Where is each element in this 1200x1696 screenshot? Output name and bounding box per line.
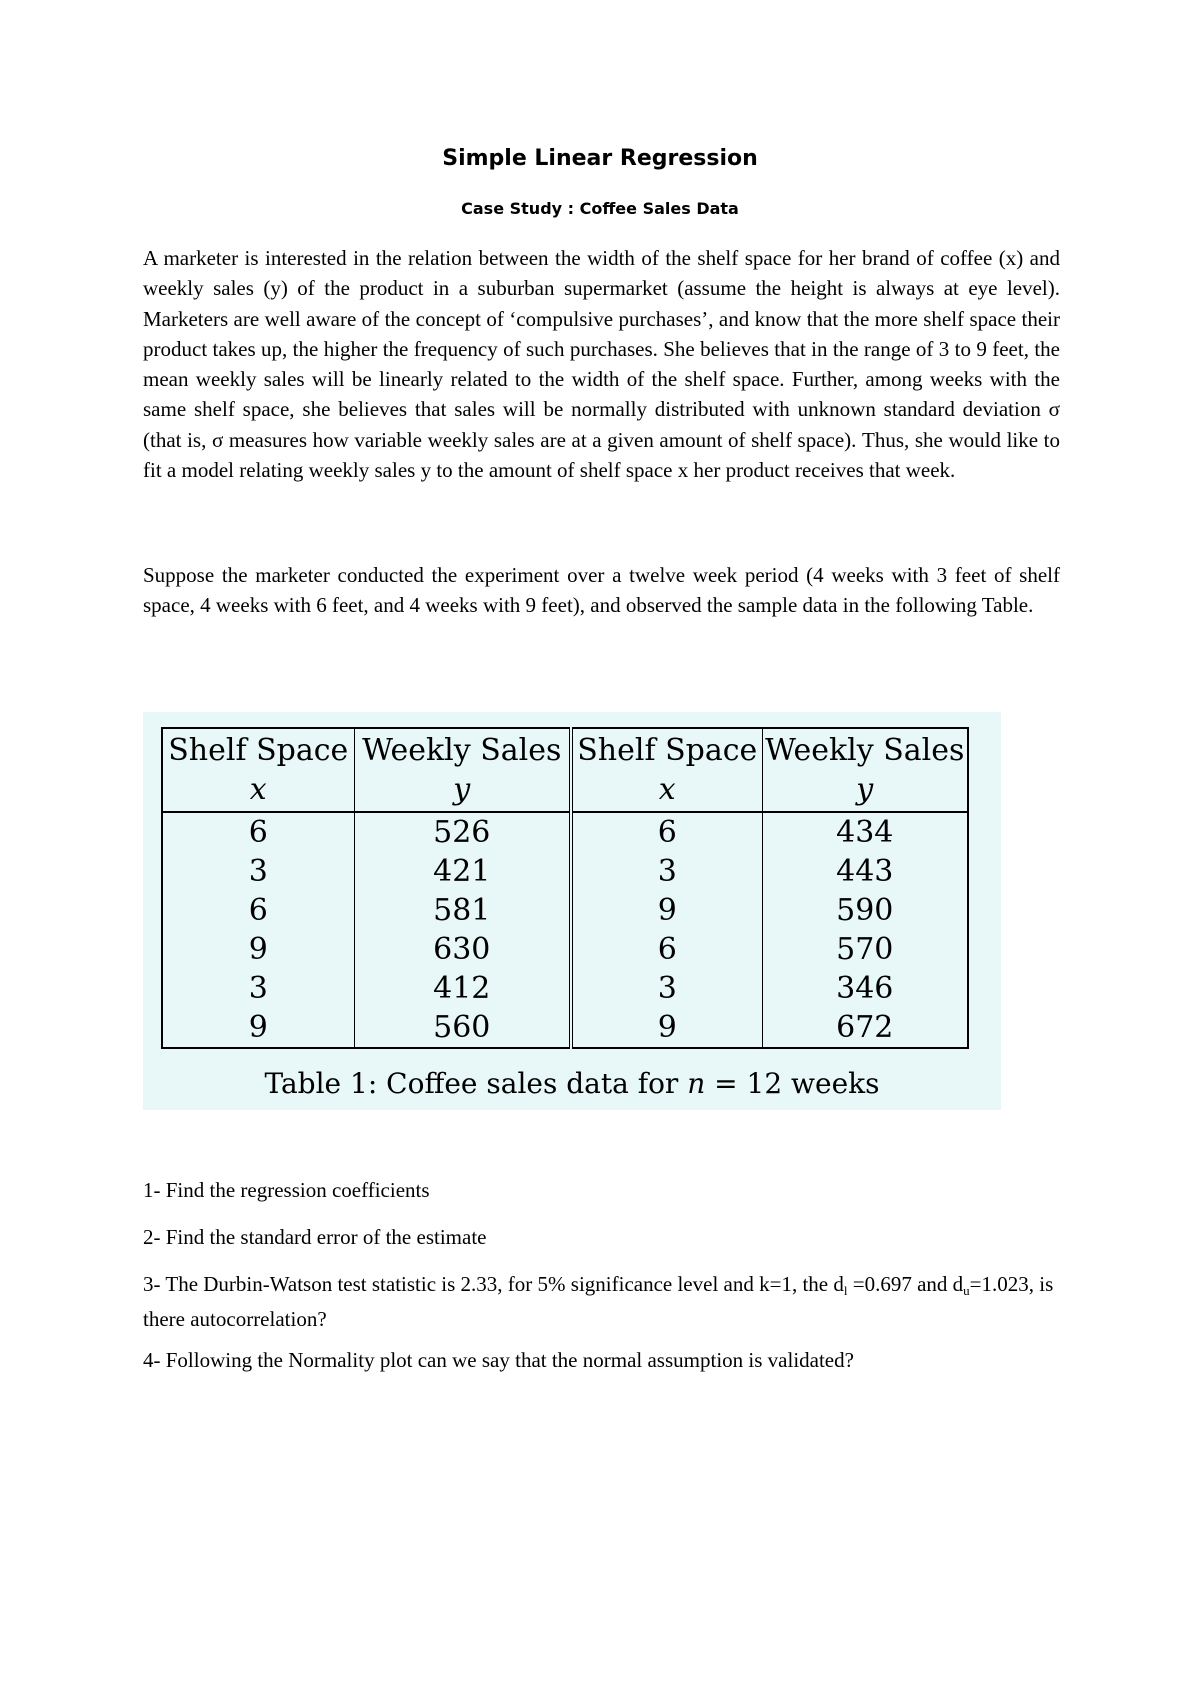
table-cell: 3 — [162, 852, 354, 891]
question-3-text-c: =1.023, is there autocorrelation? — [143, 1272, 1054, 1331]
table-header-row — [162, 728, 968, 770]
table-caption — [143, 1067, 1001, 1100]
experiment-paragraph: Suppose the marketer conducted the experiment over a twelve week period (4 weeks with 3 feet of shelf space, 4 weeks with 6 feet, and 4 weeks with 9 feet), and observed the sample data in the following Table. — [143, 563, 1060, 618]
table-cell: 560 — [354, 1008, 571, 1048]
table-cell: 6 — [571, 930, 762, 969]
table-row — [162, 969, 968, 1008]
table-cell: 6 — [162, 812, 354, 852]
question-3-subscript-u: u — [963, 1283, 970, 1298]
header-weekly-sales-2: Weekly Sales — [762, 728, 968, 770]
table-symbol-row — [162, 770, 968, 812]
table-cell: 6 — [571, 812, 762, 852]
page-title: Simple Linear Regression — [442, 146, 758, 171]
table-cell: 9 — [162, 930, 354, 969]
caption-variable: n — [687, 1067, 706, 1100]
table-row — [162, 1008, 968, 1048]
table-cell: 590 — [762, 891, 968, 930]
table-cell: 443 — [762, 852, 968, 891]
table-cell: 9 — [162, 1008, 354, 1048]
table-cell: 9 — [571, 891, 762, 930]
table-cell: 421 — [354, 852, 571, 891]
symbol-y-1: y — [354, 770, 571, 812]
table-cell: 346 — [762, 969, 968, 1008]
table-cell: 3 — [571, 852, 762, 891]
table-cell: 3 — [162, 969, 354, 1008]
caption-prefix: Table 1: Coffee sales data for — [264, 1067, 688, 1100]
header-shelf-space-2: Shelf Space — [571, 728, 762, 770]
table-row — [162, 812, 968, 852]
question-3-text-a: 3- The Durbin-Watson test statistic is 2.33, for 5% significance level and k=1, the d — [143, 1272, 844, 1296]
symbol-x-2: x — [571, 770, 762, 812]
header-weekly-sales-1: Weekly Sales — [354, 728, 571, 770]
table-cell: 434 — [762, 812, 968, 852]
question-3-text-b: =0.697 and d — [847, 1272, 964, 1296]
caption-suffix: = 12 weeks — [705, 1067, 880, 1100]
question-4: 4- Following the Normality plot can we say that the normal assumption is validated? — [143, 1348, 854, 1372]
coffee-sales-table — [161, 727, 969, 1049]
symbol-y-2: y — [762, 770, 968, 812]
table-figure — [143, 712, 1001, 1110]
question-1: 1- Find the regression coefficients — [143, 1178, 430, 1202]
table-row — [162, 891, 968, 930]
question-3-subscript-l: l — [843, 1283, 848, 1298]
table-cell: 412 — [354, 969, 571, 1008]
page-subtitle: Case Study : Coffee Sales Data — [461, 199, 739, 218]
table-cell: 630 — [354, 930, 571, 969]
symbol-x-1: x — [162, 770, 354, 812]
table-cell: 581 — [354, 891, 571, 930]
header-shelf-space-1: Shelf Space — [162, 728, 354, 770]
question-3 — [143, 1270, 1060, 1334]
table-cell: 672 — [762, 1008, 968, 1048]
table-cell: 570 — [762, 930, 968, 969]
table-cell: 6 — [162, 891, 354, 930]
table-cell: 9 — [571, 1008, 762, 1048]
table-cell: 3 — [571, 969, 762, 1008]
intro-paragraph: A marketer is interested in the relation between the width of the shelf space for her brand of coffee (x) and weekly sales (y) of the product in a suburban supermarket (assume the height is always at eye level). Marketers are well aware of the concept of ‘compulsive purchases’, and know that the more shelf space their product takes up, the higher the frequency of such purchases. She believes that in the range of 3 to 9 feet, the mean weekly sales will be linearly related to the width of the shelf space. Further, among weeks with the same shelf space, she believes that sales will be normally distributed with unknown standard deviation σ (that is, σ measures how variable weekly sales are at a given amount of shelf space). Thus, she would like to fit a model relating weekly sales y to the amount of shelf space x her product receives that week. — [143, 246, 1060, 483]
table-cell: 526 — [354, 812, 571, 852]
table-row — [162, 852, 968, 891]
question-2: 2- Find the standard error of the estimate — [143, 1225, 487, 1249]
table-row — [162, 930, 968, 969]
